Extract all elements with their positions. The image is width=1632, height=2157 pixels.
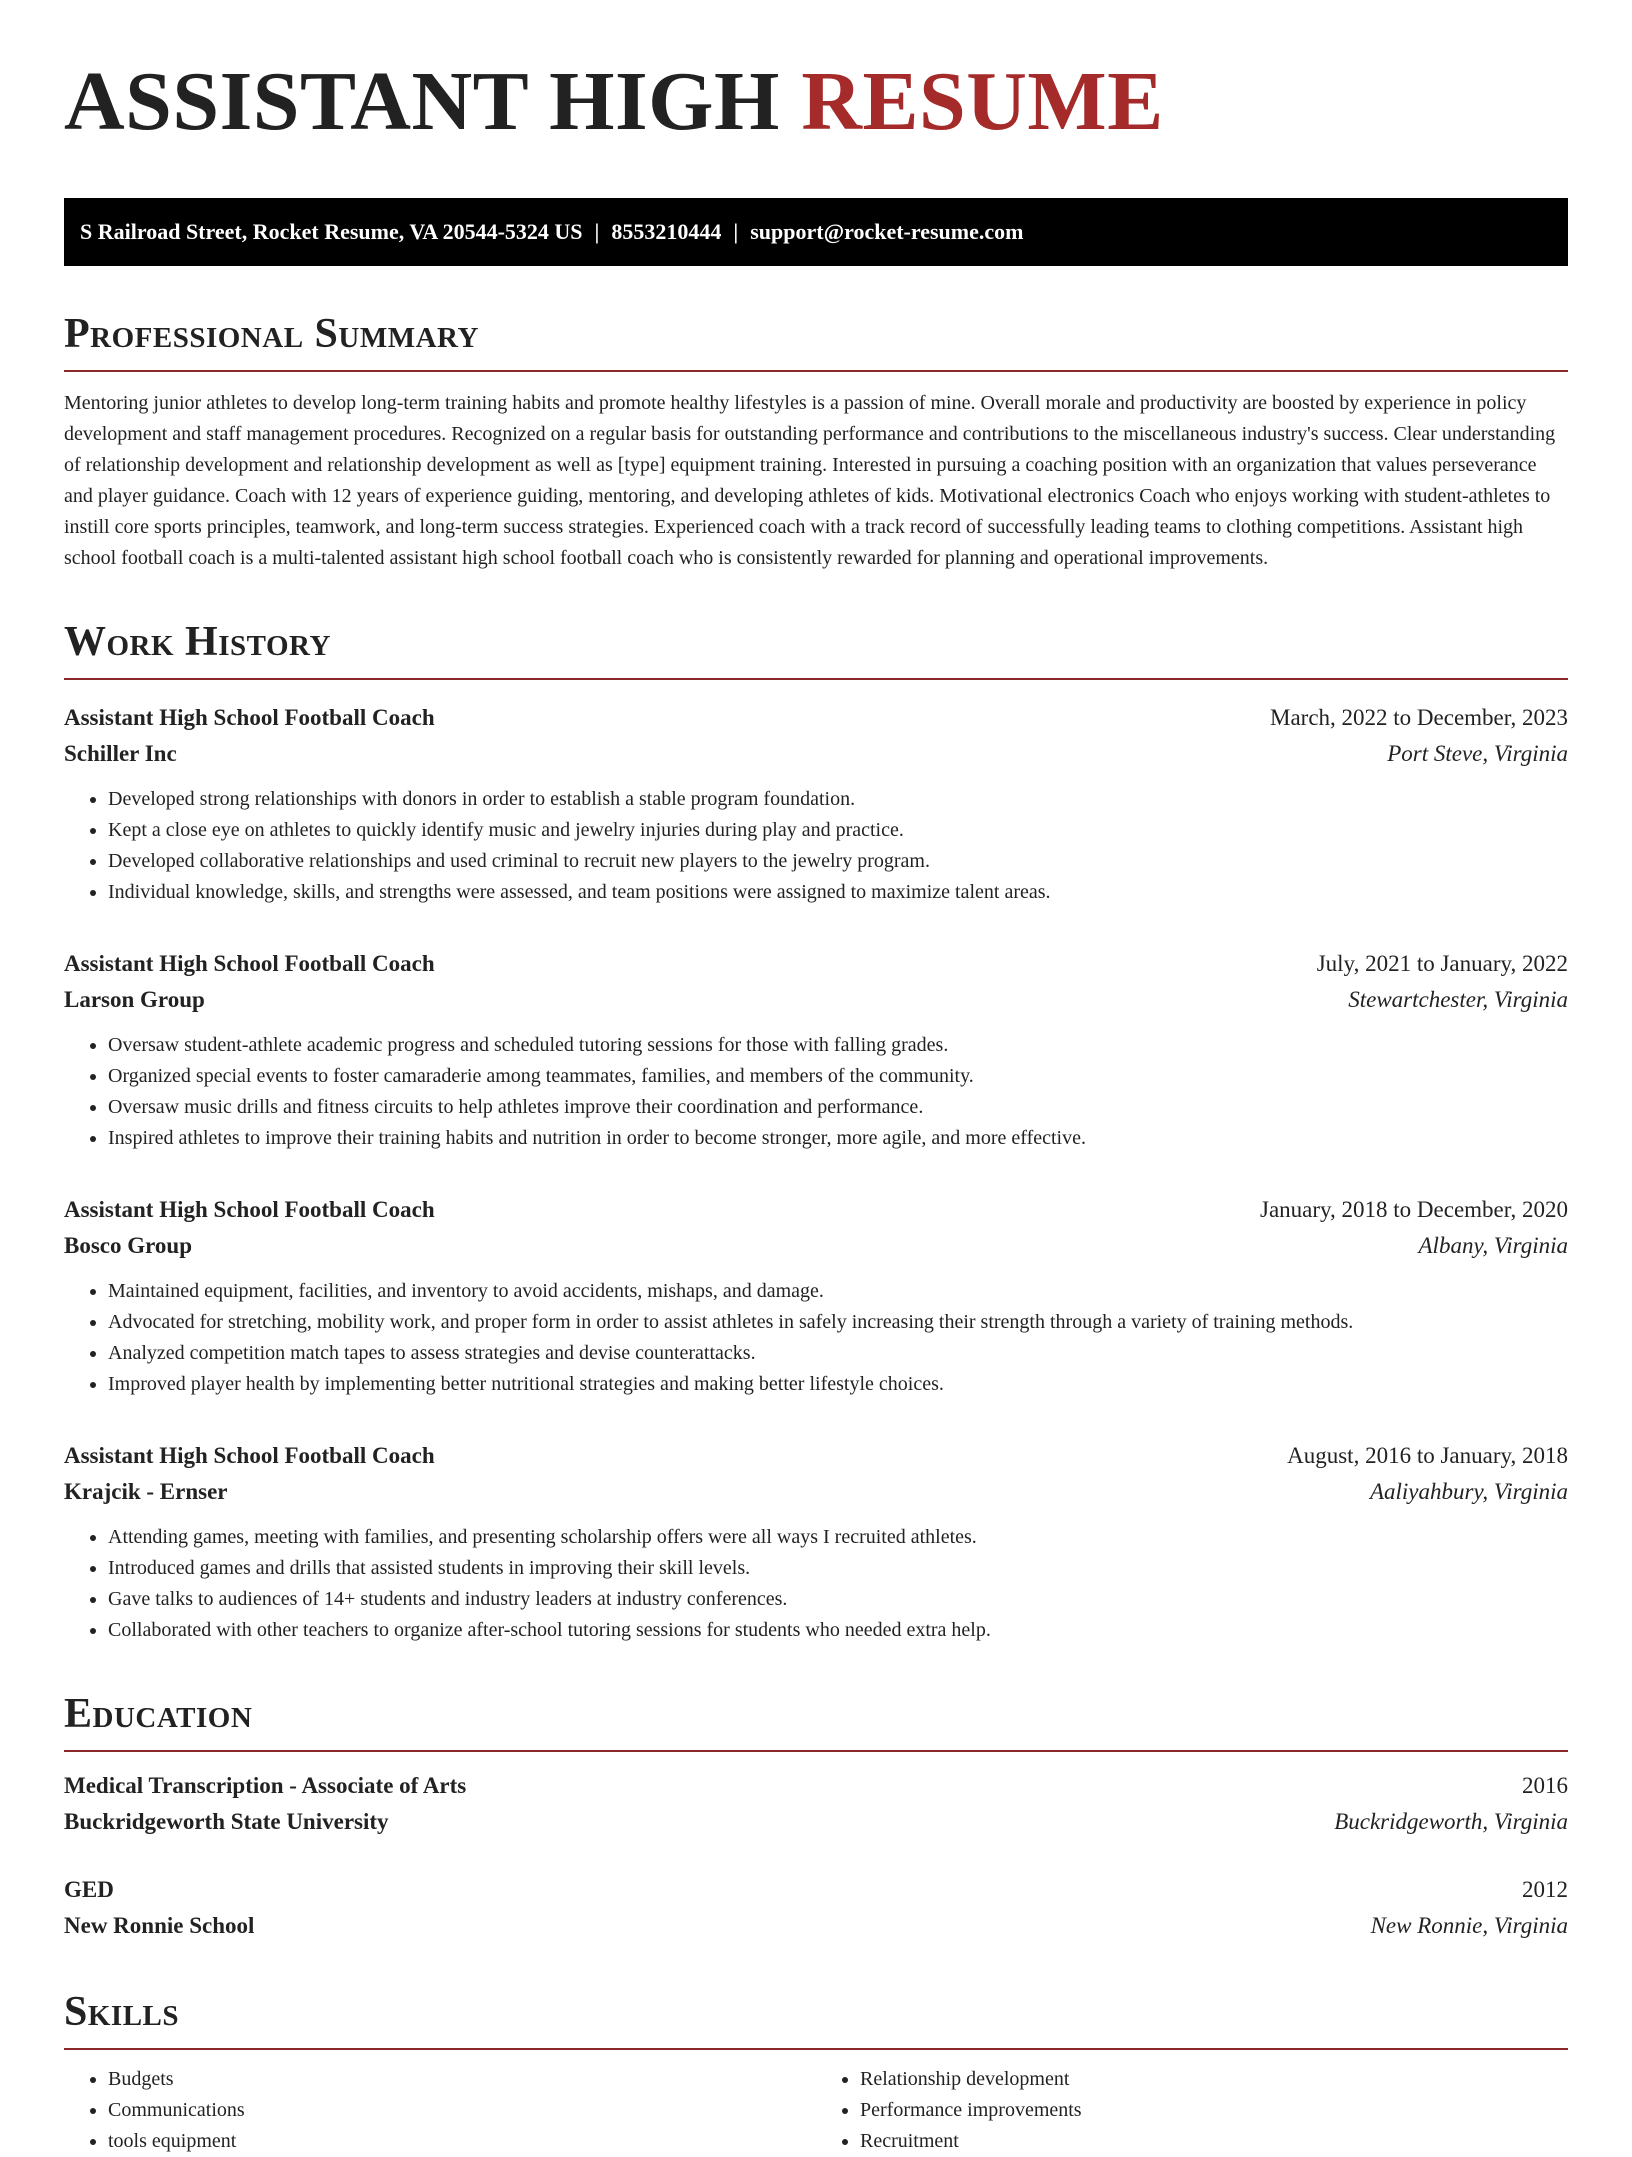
resume-title	[64, 55, 1568, 148]
contact-bar	[64, 198, 1568, 266]
job-bullets	[64, 1276, 1568, 1400]
job-title: Assistant High School Football Coach	[64, 705, 435, 730]
job-bullet: • Individual knowledge, skills, and strengths were assessed, and team positions were assigned to maximize talent areas.	[108, 877, 1568, 908]
job-title: Assistant High School Football Coach	[64, 1197, 435, 1222]
job-bullet: • Analyzed competition match tapes to assess strategies and devise counterattacks.	[108, 1338, 1568, 1369]
job-bullet: • Oversaw music drills and fitness circuits to help athletes improve their coordination and performance.	[108, 1092, 1568, 1123]
job-company: Larson Group	[64, 987, 205, 1012]
job-bullet: • Kept a close eye on athletes to quickly identify music and jewelry injuries during play and practice.	[108, 815, 1568, 846]
skill-item: • tools equipment	[108, 2126, 816, 2157]
education-school: New Ronnie School	[64, 1913, 255, 1938]
job-entry	[64, 700, 1568, 908]
skills-column-left	[64, 2064, 816, 2157]
job-bullet: • Organized special events to foster camaraderie among teammates, families, and members of the community.	[108, 1061, 1568, 1092]
job-bullet: • Collaborated with other teachers to organize after-school tutoring sessions for students who needed extra help.	[108, 1615, 1568, 1646]
education-heading: Education	[64, 1692, 1568, 1752]
summary-heading: Professional Summary	[64, 312, 1568, 372]
education-entry	[64, 1768, 1568, 1840]
job-dates: July, 2021 to January, 2022	[1316, 951, 1568, 976]
job-location: Port Steve, Virginia	[1387, 741, 1568, 766]
job-company: Bosco Group	[64, 1233, 193, 1258]
title-main: ASSISTANT HIGH	[64, 55, 802, 148]
education-school: Buckridgeworth State University	[64, 1809, 389, 1834]
job-dates: January, 2018 to December, 2020	[1260, 1197, 1568, 1222]
job-location: Aaliyahbury, Virginia	[1369, 1479, 1568, 1504]
job-entry	[64, 946, 1568, 1154]
summary-text: Mentoring junior athletes to develop long-term training habits and promote healthy lifestyles is a passion of mine. Overall morale and productivity are boosted by experience in policy development and staff management procedures. Recognized on a regular basis for outstanding performance and contributions to the miscellaneous industry's success. Clear understanding of relationship development and relationship development as well as [type] equipment training. Interested in pursuing a coaching position with an organization that values perseverance and player guidance. Coach with 12 years of experience guiding, mentoring, and developing athletes of kids. Motivational electronics Coach who enjoys working with student-athletes to instill core sports principles, teamwork, and long-term success strategies. Experienced coach with a track record of successfully leading teams to clothing competitions. Assistant high school football coach is a multi-talented assistant high school football coach who is consistently rewarded for planning and operational improvements.	[64, 392, 1556, 569]
skill-item: • Relationship development	[860, 2064, 1568, 2095]
education-year: 2016	[1522, 1773, 1568, 1798]
job-bullets	[64, 1030, 1568, 1154]
skill-item: • Communications	[108, 2095, 816, 2126]
skill-item: • Budgets	[108, 2064, 816, 2095]
skills-column-right	[816, 2064, 1568, 2157]
job-company: Schiller Inc	[64, 741, 177, 766]
skills-list	[64, 2064, 1568, 2157]
contact-separator: |	[594, 219, 600, 244]
education-degree: GED	[64, 1877, 114, 1902]
job-title: Assistant High School Football Coach	[64, 1443, 435, 1468]
job-dates: March, 2022 to December, 2023	[1270, 705, 1568, 730]
contact-email: support@rocket-resume.com	[750, 219, 1024, 244]
job-location: Albany, Virginia	[1418, 1233, 1568, 1258]
work-history-heading: Work History	[64, 620, 1568, 680]
education-entry	[64, 1872, 1568, 1944]
job-bullet: • Inspired athletes to improve their training habits and nutrition in order to become stronger, more agile, and more effective.	[108, 1123, 1568, 1154]
job-entry	[64, 1192, 1568, 1400]
education-location: New Ronnie, Virginia	[1370, 1913, 1568, 1938]
job-bullet: • Gave talks to audiences of 14+ students and industry leaders at industry conferences.	[108, 1584, 1568, 1615]
education-location: Buckridgeworth, Virginia	[1334, 1809, 1568, 1834]
contact-address: S Railroad Street, Rocket Resume, VA 20544-5324 US	[80, 219, 583, 244]
job-bullet: • Developed collaborative relationships and used criminal to recruit new players to the jewelry program.	[108, 846, 1568, 877]
job-title: Assistant High School Football Coach	[64, 951, 435, 976]
job-bullet: • Improved player health by implementing better nutritional strategies and making better lifestyle choices.	[108, 1369, 1568, 1400]
job-bullet: • Developed strong relationships with donors in order to establish a stable program foundation.	[108, 784, 1568, 815]
job-bullet: • Advocated for stretching, mobility work, and proper form in order to assist athletes in safely increasing their strength through a variety of training methods.	[108, 1307, 1568, 1338]
skill-item: • Recruitment	[860, 2126, 1568, 2157]
job-dates: August, 2016 to January, 2018	[1287, 1443, 1568, 1468]
contact-phone: 8553210444	[611, 219, 722, 244]
skill-item: • Performance improvements	[860, 2095, 1568, 2126]
job-bullet: • Maintained equipment, facilities, and inventory to avoid accidents, mishaps, and damage.	[108, 1276, 1568, 1307]
skills-heading: Skills	[64, 1990, 1568, 2050]
job-bullets	[64, 784, 1568, 908]
job-bullets	[64, 1522, 1568, 1646]
job-entry	[64, 1438, 1568, 1646]
contact-separator: |	[733, 219, 739, 244]
job-company: Krajcik - Ernser	[64, 1479, 228, 1504]
education-year: 2012	[1522, 1877, 1568, 1902]
education-degree: Medical Transcription - Associate of Arts	[64, 1773, 467, 1798]
job-location: Stewartchester, Virginia	[1348, 987, 1568, 1012]
title-accent: RESUME	[801, 55, 1164, 148]
job-bullet: • Introduced games and drills that assisted students in improving their skill levels.	[108, 1553, 1568, 1584]
job-bullet: • Oversaw student-athlete academic progress and scheduled tutoring sessions for those with falling grades.	[108, 1030, 1568, 1061]
job-bullet: • Attending games, meeting with families, and presenting scholarship offers were all ways I recruited athletes.	[108, 1522, 1568, 1553]
